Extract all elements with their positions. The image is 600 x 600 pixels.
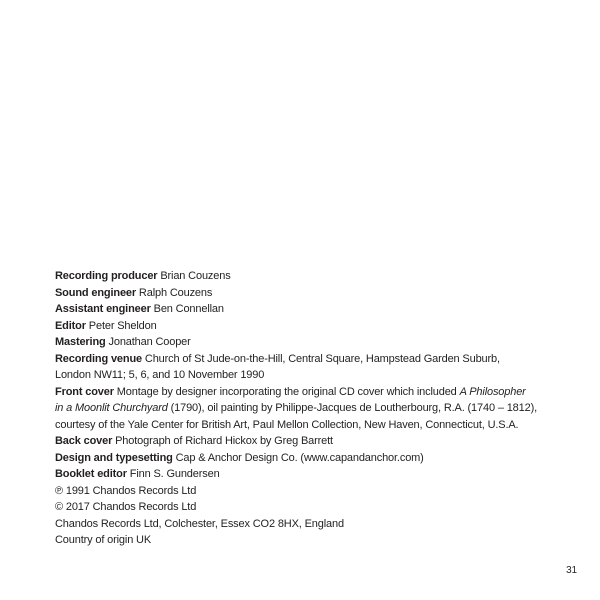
credit-title-italic: A Philosopher [459, 385, 526, 398]
credit-text: Jonathan Cooper [105, 336, 191, 348]
credit-text: courtesy of the Yale Center for British Art, Paul Mellon Collection, New Haven, Connecticut, U.S.A. [55, 418, 519, 431]
credit-text: Church of St Jude-on-the-Hill, Central Square, Hampstead Garden Suburb, [142, 352, 500, 365]
credits-block [55, 268, 585, 549]
credit-label: Recording producer [55, 270, 158, 282]
credits-line [55, 351, 585, 368]
credit-text: Brian Couzens [157, 270, 231, 282]
credits-line [55, 466, 585, 483]
credit-text: Finn S. Gundersen [126, 468, 220, 480]
credit-label: Design and typesetting [55, 451, 173, 464]
credit-text: Cap & Anchor Design Co. (www.capandanchor.com) [172, 451, 424, 464]
credit-text: Peter Sheldon [85, 319, 157, 332]
credit-text: (1790), oil painting by Philippe-Jacques de Loutherbourg, R.A. (1740 – 1812), [167, 402, 537, 414]
credits-line [55, 285, 585, 302]
credit-text: ℗ 1991 Chandos Records Ltd [55, 484, 197, 497]
credits-line [55, 450, 585, 467]
credit-text: Ralph Couzens [136, 286, 213, 299]
credit-label: Front cover [55, 385, 114, 398]
credit-text: © 2017 Chandos Records Ltd [55, 501, 197, 513]
credit-text: London NW11; 5, 6, and 10 November 1990 [55, 369, 265, 381]
credits-line [55, 499, 585, 516]
credits-line [55, 516, 585, 533]
credit-label: Mastering [55, 336, 106, 348]
credit-label: Recording venue [55, 352, 142, 365]
credit-text: Ben Connellan [150, 303, 224, 315]
credits-line [55, 384, 585, 401]
credit-title-italic: in a Moonlit Churchyard [55, 402, 168, 414]
credits-line [55, 532, 585, 549]
credits-line [55, 483, 585, 500]
credit-text: Photograph of Richard Hickox by Greg Barrett [112, 435, 333, 447]
credits-line [55, 433, 585, 450]
credit-label: Assistant engineer [55, 303, 151, 315]
credit-text: Country of origin UK [55, 534, 152, 546]
credit-label: Booklet editor [55, 468, 127, 480]
credits-line [55, 301, 585, 318]
credit-text: Chandos Records Ltd, Colchester, Essex CO2 8HX, England [55, 517, 344, 530]
credit-label: Editor [55, 319, 86, 332]
credits-line [55, 400, 585, 417]
credit-label: Sound engineer [55, 286, 137, 299]
credit-label: Back cover [55, 435, 113, 447]
credits-line [55, 318, 585, 335]
credit-text: Montage by designer incorporating the original CD cover which included [113, 385, 460, 398]
credits-line [55, 417, 585, 434]
page-number: 31 [566, 565, 577, 576]
credits-line [55, 334, 585, 351]
credits-line [55, 268, 585, 285]
credits-line [55, 367, 585, 384]
